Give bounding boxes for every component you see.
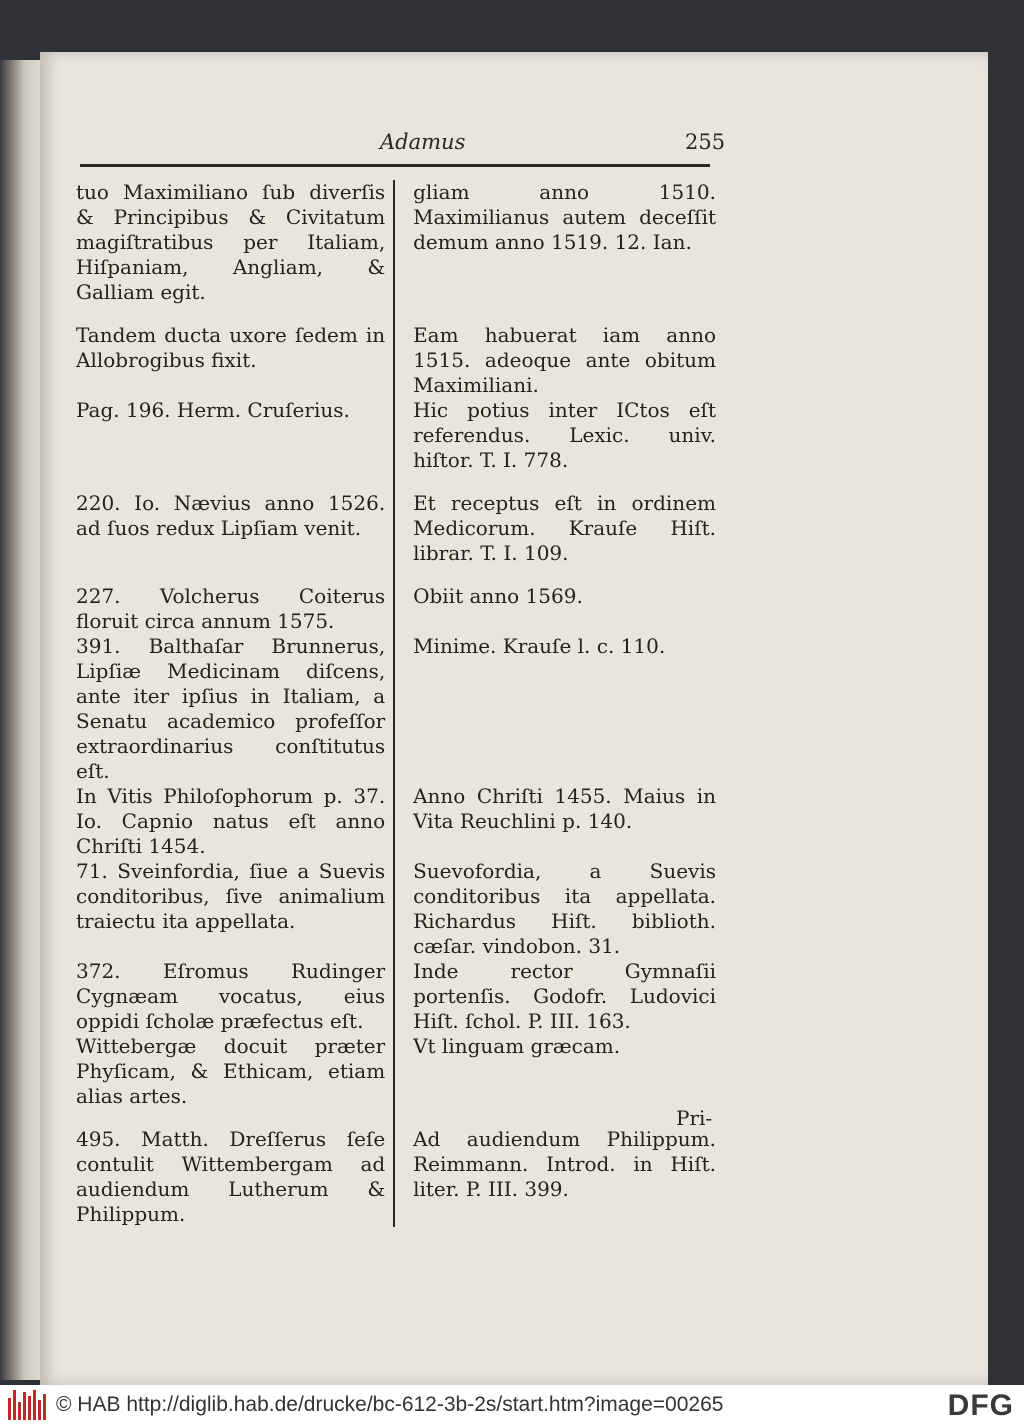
- entry-left: Tandem ducta uxore ſedem in Allobrogibus fixit.: [76, 323, 386, 372]
- entry-row: [76, 584, 716, 634]
- header-rule: [80, 164, 710, 167]
- entry-left: Pag. 196. Herm. Cruſerius.: [76, 398, 350, 422]
- column-divider: [394, 323, 401, 398]
- entry-row: [76, 784, 716, 859]
- entry-right: Anno Chriſti 1455. Maius in Vita Reuchlini p. 140.: [413, 784, 716, 833]
- entry-left: 227. Volcherus Coiterus floruit circa annum 1575.: [76, 584, 386, 633]
- barcode-logo-icon: [8, 1390, 48, 1420]
- entry-right: Hic potius inter ICtos eſt referendus. Lexic. univ. hiſtor. T. I. 778.: [413, 398, 716, 472]
- entry-right: Ad audiendum Philippum. Reimmann. Introd. in Hiſt. liter. P. III. 399.: [413, 1127, 716, 1201]
- entry-right: gliam anno 1510. Maximilianus autem deceſſit demum anno 1519. 12. Ian.: [413, 180, 716, 254]
- column-divider: [394, 180, 401, 305]
- entry-row: [76, 398, 716, 473]
- entry-row: [76, 1034, 716, 1109]
- entry-right: Vt linguam græcam.: [413, 1034, 621, 1058]
- entry-left: 71. Sveinfordia, ſiue a Suevis conditoribus, ſive animalium traiectu ita appellata.: [76, 859, 386, 933]
- entry-row: [76, 1127, 716, 1227]
- column-divider: [394, 784, 401, 859]
- entry-right: Eam habuerat iam anno 1515. adeoque ante obitum Maximiliani.: [413, 323, 716, 397]
- column-divider: [394, 959, 401, 1034]
- entry-row: [76, 959, 716, 1034]
- column-divider: [394, 1034, 401, 1109]
- entry-left: 220. Io. Nævius anno 1526. ad ſuos redux Lipſiam venit.: [76, 491, 386, 540]
- column-divider: [394, 859, 401, 959]
- entry-right: Inde rector Gymnaſii portenſis. Godofr. Ludovici Hiſt. ſchol. P. III. 163.: [413, 959, 716, 1033]
- entry-right: Suevofordia, a Suevis conditoribus ita appellata. Richardus Hiſt. biblioth. cæſar. vindobon. 31.: [413, 859, 716, 958]
- column-divider: [394, 584, 401, 634]
- entry-row: [76, 634, 716, 784]
- footer-link[interactable]: © HAB http://diglib.hab.de/drucke/bc-612-3b-2s/start.htm?image=00265: [56, 1393, 724, 1416]
- entry-right: Et receptus eſt in ordinem Medicorum. Krauſe Hiſt. librar. T. I. 109.: [413, 491, 716, 565]
- book-page: [40, 52, 988, 1385]
- column-divider: [394, 1127, 401, 1227]
- entry-row: [76, 180, 716, 305]
- entry-row: [76, 491, 716, 566]
- running-title: Adamus: [380, 130, 466, 154]
- entry-left: 372. Eſromus Rudinger Cygnæam vocatus, eius oppidi ſcholæ præfectus eſt.: [76, 959, 386, 1033]
- entry-left: tuo Maximiliano ſub diverſis & Principibus & Civitatum magiſtratibus per Italiam, Hiſpaniam, Angliam, & Galliam egit.: [76, 180, 386, 304]
- entry-right: Obiit anno 1569.: [413, 584, 583, 608]
- entry-row: [76, 859, 716, 959]
- footer-bar: [0, 1385, 1024, 1425]
- entry-left: 391. Balthaſar Brunnerus, Lipſiæ Medicinam diſcens, ante iter ipſius in Italiam, a Senatu academico profeſſor extraordinarius conſtitutus eſt.: [76, 634, 386, 783]
- entry-right: Minime. Krauſe l. c. 110.: [413, 634, 666, 658]
- corrections-table: [76, 180, 716, 1227]
- column-divider: [394, 634, 401, 784]
- dfg-logo: DFG: [947, 1389, 1014, 1422]
- column-divider: [394, 398, 401, 473]
- catchword: Pri-: [676, 1106, 713, 1130]
- entry-left: Wittebergæ docuit præter Phyſicam, & Ethicam, etiam alias artes.: [76, 1034, 386, 1108]
- entry-left: 495. Matth. Dreſſerus ſeſe contulit Wittembergam ad audiendum Lutherum & Philippum.: [76, 1127, 386, 1226]
- column-divider: [394, 491, 401, 566]
- entry-row: [76, 323, 716, 398]
- page-number: 255: [685, 130, 726, 154]
- entry-left: In Vitis Philoſophorum p. 37. Io. Capnio natus eſt anno Chriſti 1454.: [76, 784, 386, 858]
